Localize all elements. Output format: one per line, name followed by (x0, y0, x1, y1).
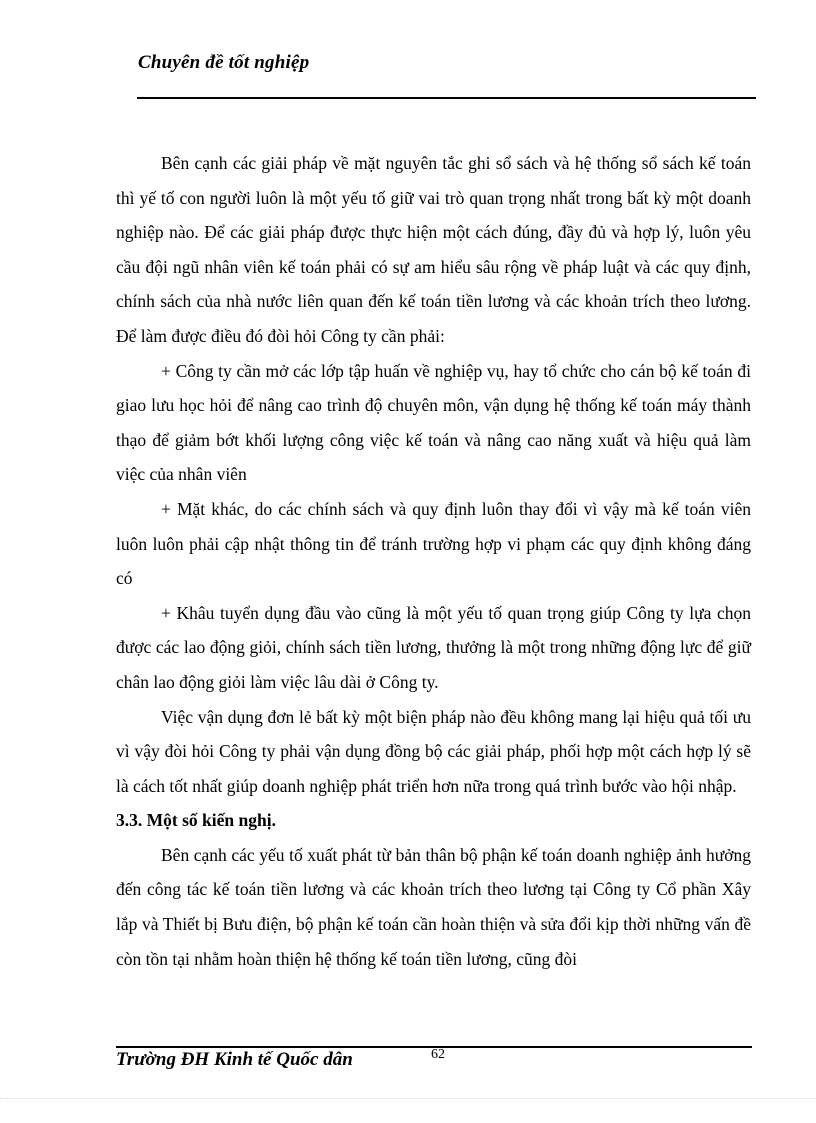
footer-school-name: Trường ĐH Kinh tế Quốc dân (116, 1049, 353, 1070)
body-paragraph: Việc vận dụng đơn lẻ bất kỳ một biện pháp nào đều không mang lại hiệu quả tối ưu vì vậy đòi hỏi Công ty phải vận dụng đồng bộ các giải pháp, phối hợp một cách hợp lý sẽ là cách tốt nhất giúp doanh nghiệp phát triển hơn nữa trong quá trình bước vào hội nhập. (116, 706, 751, 796)
header-title: Chuyên đề tốt nghiệp (138, 52, 310, 73)
body-paragraph: Bên cạnh các yếu tố xuất phát từ bản thân bộ phận kế toán doanh nghiệp ảnh hưởng đến công tác kế toán tiền lương và các khoản trích theo lương tại Công ty Cổ phần Xây lắp và Thiết bị Bưu điện, bộ phận kế toán cần hoàn thiện và sửa đổi kịp thời những vấn đề còn tồn tại nhằm hoàn thiện hệ thống kế toán tiền lương, cũng đòi (116, 844, 751, 969)
body-paragraph: + Mặt khác, do các chính sách và quy định luôn thay đổi vì vậy mà kế toán viên luôn luôn phải cập nhật thông tin để tránh trường hợp vi phạm các quy định không đáng có (116, 498, 751, 589)
page-edge (0, 1098, 816, 1099)
document-body (116, 146, 751, 976)
section-heading: 3.3. Một số kiến nghị. (116, 810, 276, 831)
body-paragraph: + Công ty cần mở các lớp tập huấn về nghiệp vụ, hay tổ chức cho cán bộ kế toán đi giao lưu học hỏi để nâng cao trình độ chuyên môn, vận dụng hệ thống kế toán máy thành thạo để giảm bớt khối lượng công việc kế toán và nâng cao năng xuất và hiệu quả làm việc của nhân viên (116, 360, 751, 485)
page-number: 62 (431, 1047, 445, 1062)
body-paragraph: + Khâu tuyển dụng đầu vào cũng là một yếu tố quan trọng giúp Công ty lựa chọn được các lao động giỏi, chính sách tiền lương, thưởng là một trong những động lực để giữ chân lao động giỏi làm việc lâu dài ở Công ty. (116, 602, 751, 692)
body-paragraph: Bên cạnh các giải pháp về mặt nguyên tắc ghi sổ sách và hệ thống sổ sách kế toán thì yế tố con người luôn là một yếu tố giữ vai trò quan trọng nhất trong bất kỳ một doanh nghiệp nào. Để các giải pháp được thực hiện một cách đúng, đầy đủ và hợp lý, luôn yêu cầu đội ngũ nhân viên kế toán phải có sự am hiểu sâu rộng về pháp luật và các quy định, chính sách của nhà nước liên quan đến kế toán tiền lương và các khoản trích theo lương. Để làm được điều đó đòi hỏi Công ty cần phải: (116, 153, 751, 346)
header-rule (137, 97, 756, 99)
